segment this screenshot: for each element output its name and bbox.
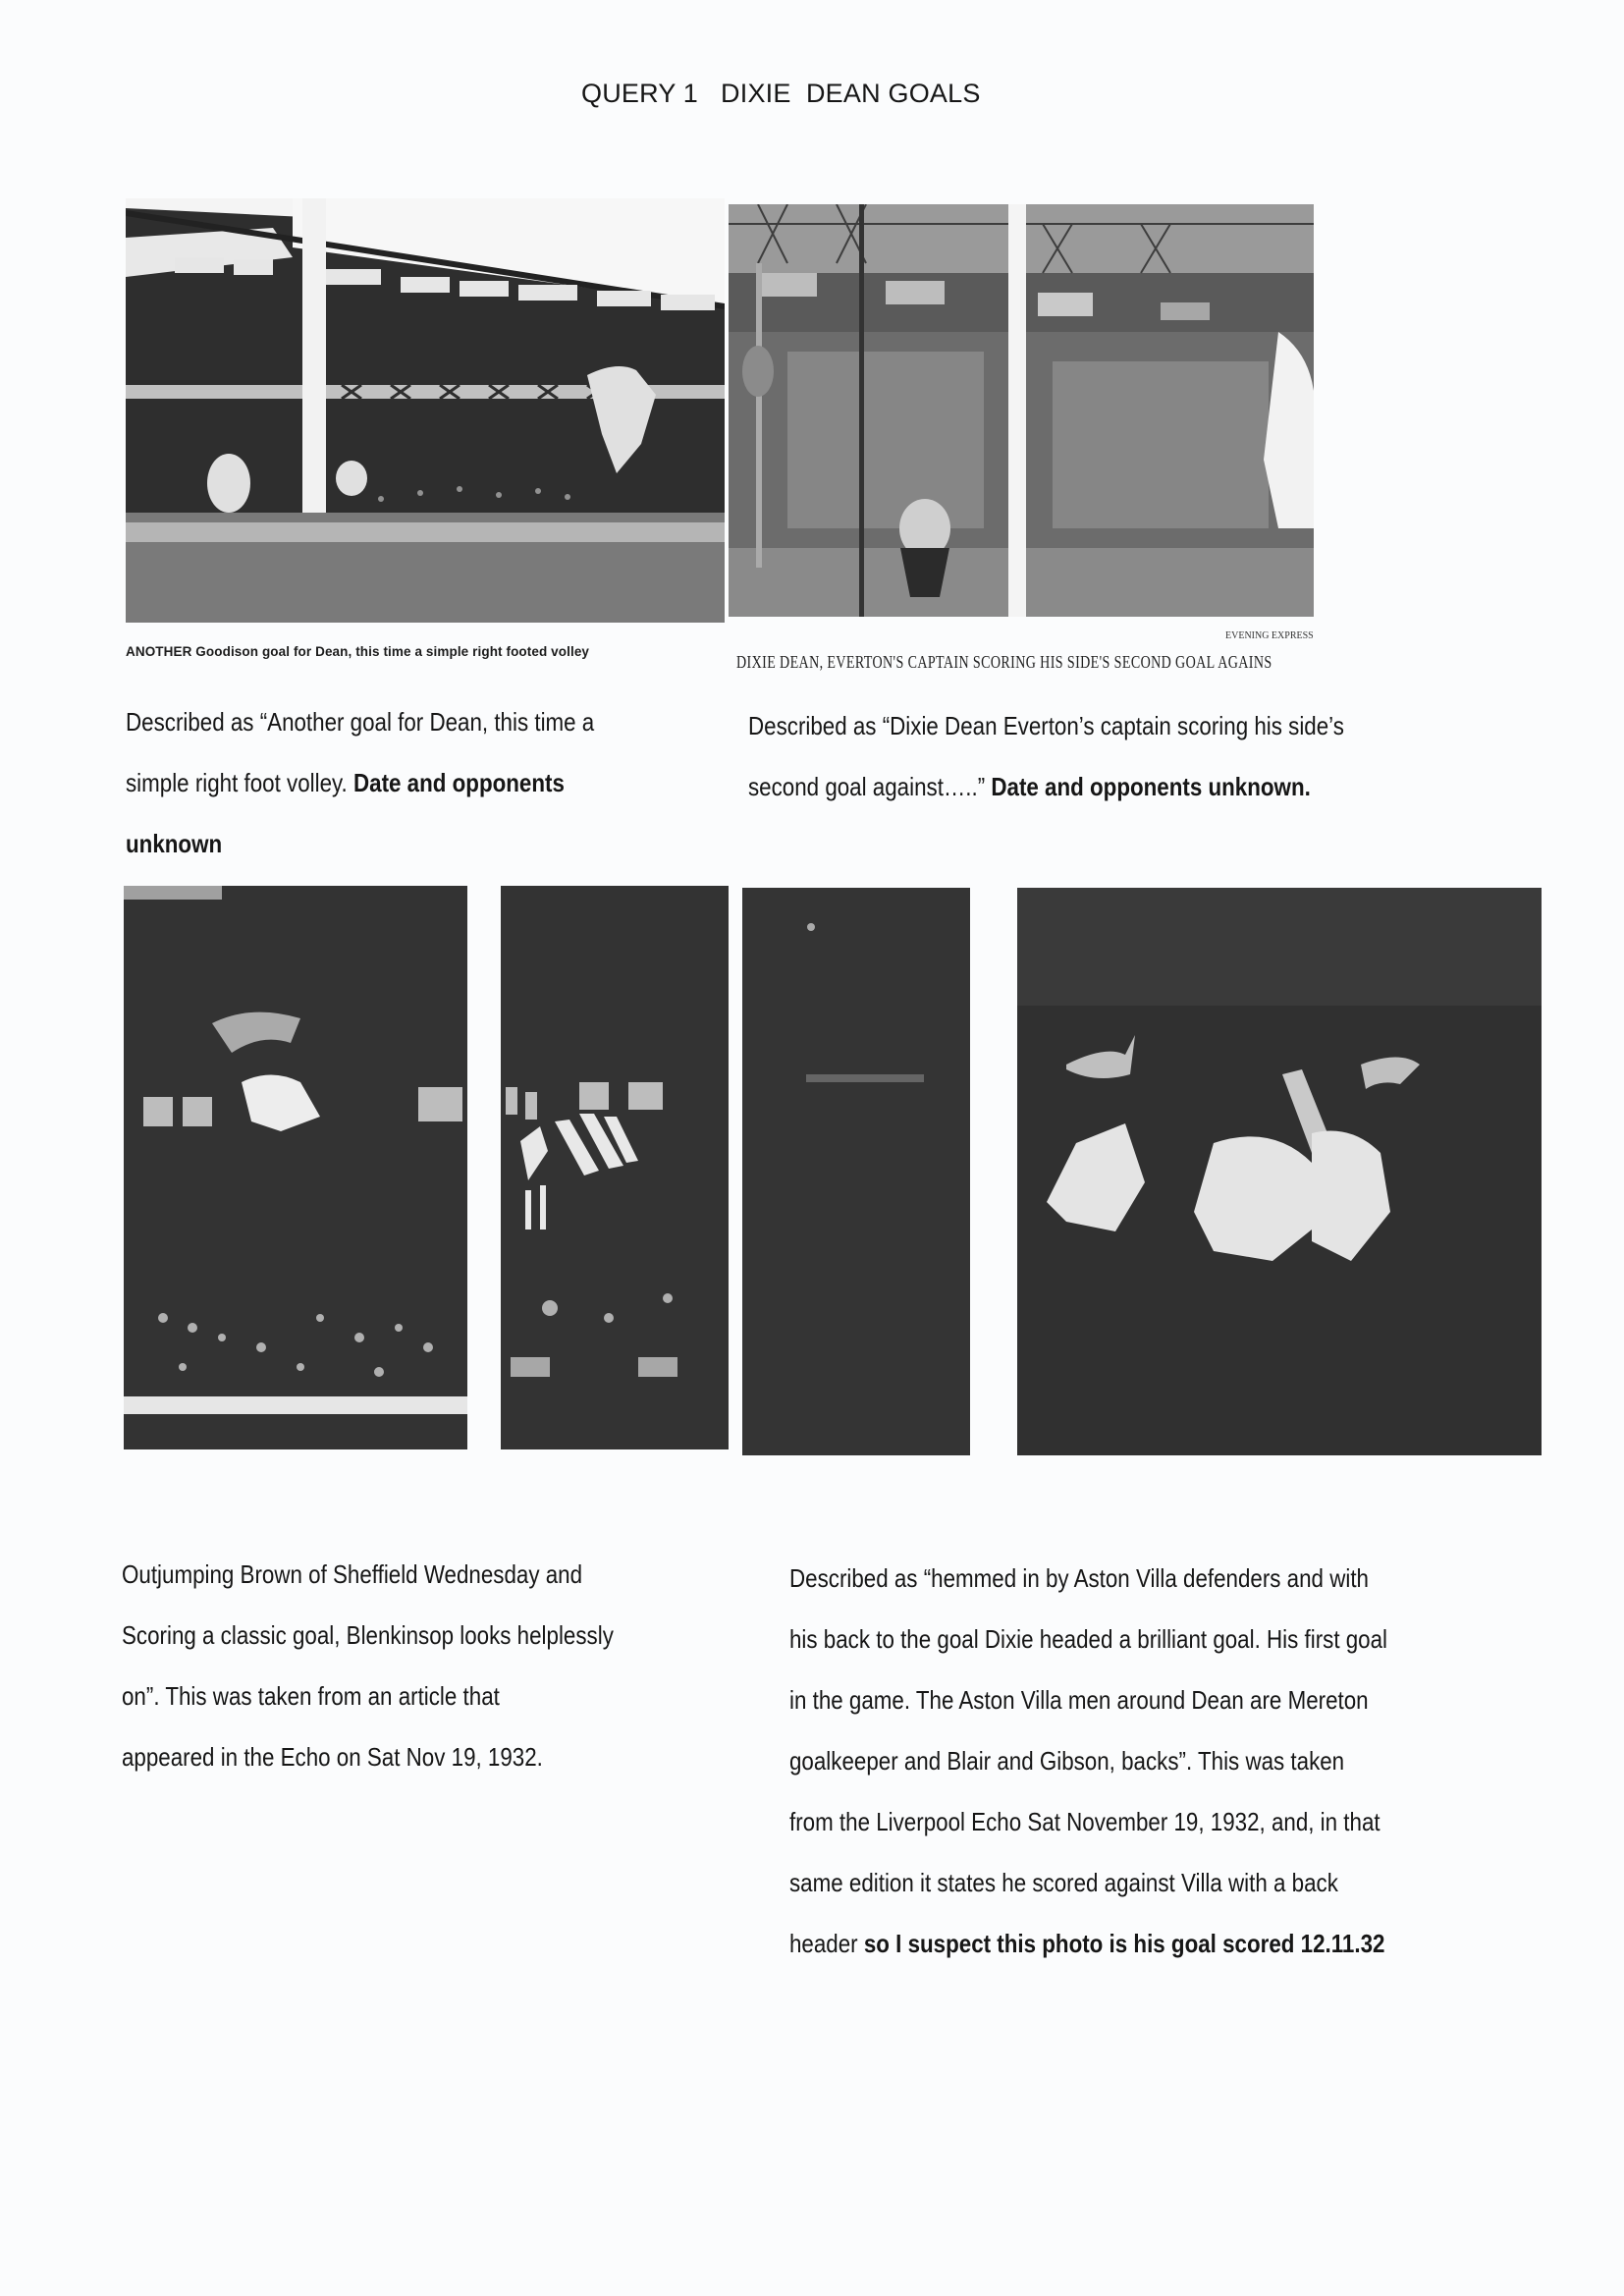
dark-crowd-photo-image [742, 888, 970, 1455]
header-photo-image [124, 886, 467, 1449]
description-line: on”. This was taken from an article that [122, 1681, 500, 1711]
description-line: Described as “Another goal for Dean, this time a [126, 707, 595, 737]
description-villa-header [789, 1548, 1387, 1974]
photo-captain-second-goal [729, 204, 1314, 617]
news-caption-goodison-volley: ANOTHER Goodison goal for Dean, this time a simple right footed volley [126, 644, 590, 659]
description-line: unknown [126, 829, 223, 858]
striped-shirt-photo-image [501, 886, 729, 1449]
goalmouth-photo-image [729, 204, 1314, 617]
photo-villa-header-left [742, 888, 970, 1455]
photo-outjumping-brown-left [124, 886, 467, 1449]
description-line: simple right foot volley. Date and opponents [126, 768, 565, 797]
photo-villa-header-right [1017, 888, 1542, 1455]
stadium-photo-image [126, 198, 725, 623]
description-line: Described as “hemmed in by Aston Villa defenders and with [789, 1563, 1369, 1593]
description-line: appeared in the Echo on Sat Nov 19, 1932. [122, 1742, 543, 1772]
description-line: Scoring a classic goal, Blenkinsop looks helplessly [122, 1620, 614, 1650]
description-line: in the game. The Aston Villa men around Dean are Mereton [789, 1685, 1369, 1715]
description-line: Outjumping Brown of Sheffield Wednesday and [122, 1559, 583, 1589]
villa-defenders-photo-image [1017, 888, 1542, 1455]
news-caption-captain-second-goal: DIXIE DEAN, EVERTON'S CAPTAIN SCORING HIS SIDE'S SECOND GOAL AGAINS [736, 652, 1272, 672]
description-line: Described as “Dixie Dean Everton’s captain scoring his side’s [748, 711, 1344, 740]
description-line: second goal against…..” Date and opponents unknown. [748, 772, 1311, 801]
description-line: same edition it states he scored against Villa with a back [789, 1868, 1338, 1897]
photo-outjumping-brown-right [501, 886, 729, 1449]
description-outjumping-brown [122, 1544, 614, 1787]
photo-goodison-volley [126, 198, 725, 623]
page-title: QUERY 1 DIXIE DEAN GOALS [581, 79, 981, 108]
description-goodison-volley [126, 691, 594, 874]
description-captain-second-goal [748, 695, 1344, 817]
news-credit-evening-express: EVENING EXPRESS [1225, 630, 1314, 641]
description-line: his back to the goal Dixie headed a brilliant goal. His first goal [789, 1624, 1388, 1654]
description-line: from the Liverpool Echo Sat November 19, 1932, and, in that [789, 1807, 1380, 1836]
description-line: goalkeeper and Blair and Gibson, backs”. This was taken [789, 1746, 1345, 1776]
description-line: header so I suspect this photo is his goal scored 12.11.32 [789, 1929, 1385, 1958]
